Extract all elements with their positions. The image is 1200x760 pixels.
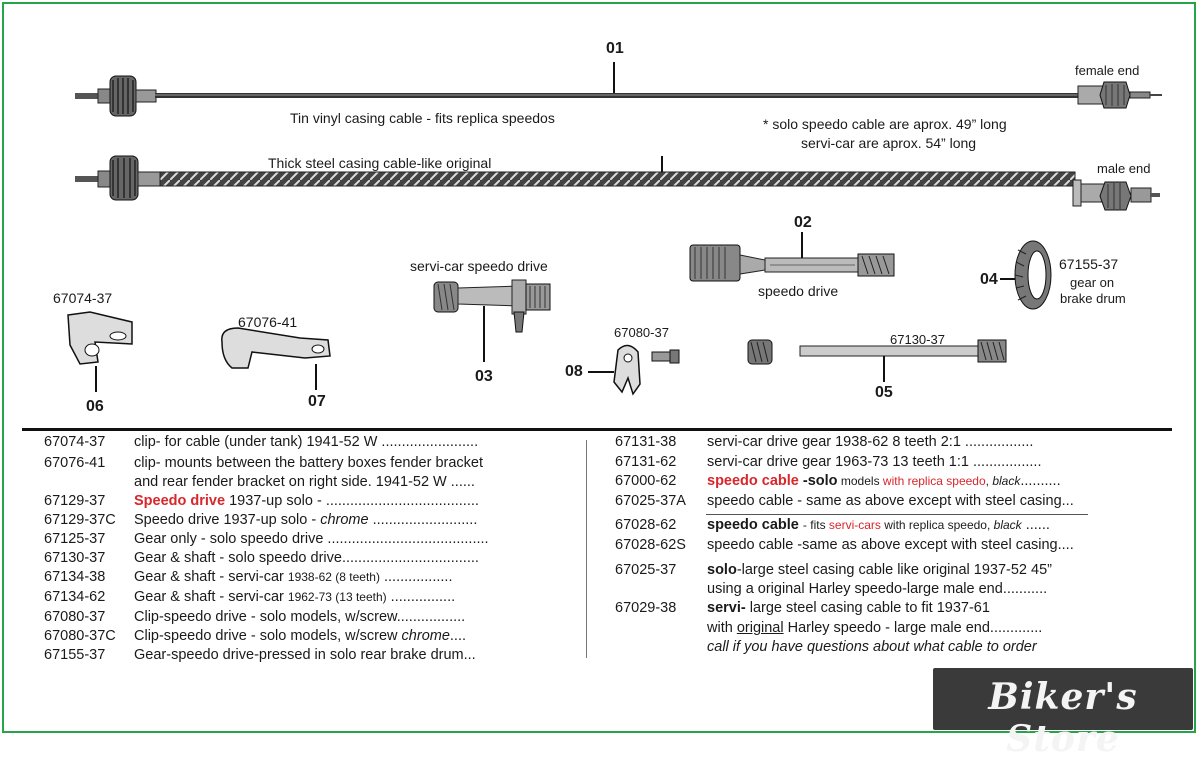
callout-03: 03 xyxy=(475,368,493,385)
description-segment: .......... xyxy=(1020,473,1061,489)
description-segment: servi-car drive gear 1963-73 13 teeth 1:1 ................. xyxy=(707,454,1042,470)
clip-06 xyxy=(68,312,132,392)
part-description xyxy=(134,473,475,492)
part-number: 67130-37 xyxy=(44,550,106,566)
part-description xyxy=(134,568,452,587)
description-segment: and rear fender bracket on right side. 1941-52 W ...... xyxy=(134,474,475,490)
description-segment: Speedo drive 1937-up solo - xyxy=(134,512,321,528)
part-description xyxy=(134,646,476,665)
description-segment: - fits xyxy=(802,518,829,532)
description-segment: Gear-speedo drive-pressed in solo rear brake drum... xyxy=(134,647,476,663)
part-description xyxy=(707,492,1074,511)
description-segment: chrome xyxy=(320,512,369,528)
right-column-rule xyxy=(706,514,1088,515)
speedo-drive-label: speedo drive xyxy=(758,283,839,299)
part-number: 67125-37 xyxy=(44,531,106,547)
part-description xyxy=(134,492,479,511)
description-segment: large steel casing cable to fit 1937-61 xyxy=(745,600,990,616)
pn-67080-label: 67080-37 xyxy=(614,325,669,340)
part-description xyxy=(134,454,483,473)
description-segment: Gear & shaft - servi-car xyxy=(134,589,288,605)
part-description xyxy=(707,516,1050,535)
tin-cable-label: Tin vinyl casing cable - fits replica speedos xyxy=(290,110,555,126)
part-description xyxy=(707,580,1047,599)
part-description xyxy=(134,627,466,646)
part-description xyxy=(707,536,1074,555)
description-segment: speedo cable - same as above except with steel casing... xyxy=(707,493,1074,509)
part-number: 67080-37C xyxy=(44,628,116,644)
description-segment: Harley speedo - large male end............. xyxy=(783,620,1043,636)
part-number: 67028-62S xyxy=(615,537,686,553)
description-segment: 1938-62 (8 teeth) xyxy=(287,570,380,584)
description-segment: models xyxy=(837,474,883,488)
female-end-label: female end xyxy=(1075,63,1140,78)
part-number: 67129-37C xyxy=(44,512,116,528)
brake-drum-label: brake drum xyxy=(1060,291,1126,306)
part-number: 67028-62 xyxy=(615,517,677,533)
description-segment: speedo cable xyxy=(707,473,799,489)
callout-02: 02 xyxy=(794,214,812,231)
description-segment: , xyxy=(985,474,993,488)
description-segment: with replica speedo xyxy=(882,474,986,488)
part-description xyxy=(134,433,478,452)
pn-67155-label: 67155-37 xyxy=(1059,256,1119,272)
part-description xyxy=(707,433,1033,452)
description-segment: clip- mounts between the battery boxes fender bracket xyxy=(134,455,483,471)
callout-04: 04 xyxy=(980,271,998,288)
servi-drive-label: servi-car speedo drive xyxy=(410,258,548,274)
callout-06: 06 xyxy=(86,398,104,415)
callout-08: 08 xyxy=(565,363,583,380)
pn-67074-label: 67074-37 xyxy=(53,290,113,306)
part-number: 67076-41 xyxy=(44,455,106,471)
part-description xyxy=(707,619,1042,638)
part-number: 67029-38 xyxy=(615,600,677,616)
part-description xyxy=(134,588,455,607)
description-segment: original xyxy=(736,620,784,636)
bikers-store-logo xyxy=(933,668,1193,760)
part-number: 67080-37 xyxy=(44,609,106,625)
description-segment: clip- for cable (under tank) 1941-52 W ........................ xyxy=(134,434,479,450)
description-segment: -large steel casing cable like original 1937-52 45” xyxy=(736,562,1052,578)
part-number: 67129-37 xyxy=(44,493,106,509)
gear-on-label: gear on xyxy=(1070,275,1115,290)
description-segment: Clip-speedo drive - solo models, w/screw xyxy=(134,628,402,644)
description-segment: Speedo drive xyxy=(134,493,226,509)
description-segment: Gear & shaft - servi-car xyxy=(134,569,288,585)
gear-ring-04 xyxy=(1000,241,1051,309)
part-number: 67131-38 xyxy=(615,434,677,450)
description-segment: servi-cars xyxy=(828,518,881,532)
description-segment: ................ xyxy=(386,589,456,605)
part-description xyxy=(707,561,1052,580)
clip-08 xyxy=(588,345,679,394)
description-segment: with xyxy=(707,620,737,636)
part-description xyxy=(134,608,465,627)
servi-car-drive-03 xyxy=(434,280,550,362)
description-segment: black xyxy=(992,474,1021,488)
description-segment: 1962-73 (13 teeth) xyxy=(287,590,387,604)
part-number: 67134-38 xyxy=(44,569,106,585)
description-segment: -solo xyxy=(798,473,838,489)
speedo-drive-02 xyxy=(690,232,894,281)
description-segment: 1937-up solo - ...................................... xyxy=(225,493,479,509)
part-description xyxy=(707,472,1061,491)
description-segment: Gear only - solo speedo drive ........................................ xyxy=(134,531,489,547)
clip-07 xyxy=(222,328,330,390)
callout-05: 05 xyxy=(875,384,893,401)
part-description xyxy=(134,549,479,568)
description-segment: with replica speedo, xyxy=(880,518,994,532)
male-end-label: male end xyxy=(1097,161,1151,176)
part-description xyxy=(134,511,477,530)
part-number: 67074-37 xyxy=(44,434,106,450)
description-segment: solo xyxy=(707,562,737,578)
description-segment: black xyxy=(993,518,1022,532)
section-divider xyxy=(22,428,1172,431)
gear-shaft-05 xyxy=(748,340,1006,382)
part-description xyxy=(707,453,1041,472)
description-segment: .......................... xyxy=(368,512,478,528)
description-segment: ...... xyxy=(1021,517,1050,533)
part-number: 67025-37A xyxy=(615,493,686,509)
description-segment: call if you have questions about what cable to order xyxy=(707,639,1037,655)
description-segment: servi-car drive gear 1938-62 8 teeth 2:1 ................. xyxy=(707,434,1034,450)
note-solo: * solo speedo cable are aprox. 49” long xyxy=(763,116,1007,132)
part-number: 67155-37 xyxy=(44,647,106,663)
description-segment: .... xyxy=(449,628,467,644)
thin-cable-01 xyxy=(75,62,1162,116)
description-segment: ................. xyxy=(379,569,453,585)
thick-cable xyxy=(75,156,1160,210)
column-divider xyxy=(586,440,587,658)
part-number: 67131-62 xyxy=(615,454,677,470)
description-segment: servi- xyxy=(707,600,746,616)
description-segment: Gear & shaft - solo speedo drive.................................. xyxy=(134,550,479,566)
part-number: 67000-62 xyxy=(615,473,677,489)
part-description xyxy=(134,530,489,549)
description-segment: speedo cable xyxy=(707,517,803,533)
callout-07: 07 xyxy=(308,393,326,410)
part-number: 67025-37 xyxy=(615,562,677,578)
note-servi: servi-car are aprox. 54” long xyxy=(801,135,977,151)
part-description xyxy=(707,599,990,618)
callout-01: 01 xyxy=(606,40,624,57)
description-segment: Clip-speedo drive - solo models, w/screw................. xyxy=(134,609,466,625)
description-segment: speedo cable -same as above except with steel casing.... xyxy=(707,537,1074,553)
part-description xyxy=(707,638,1037,657)
logo-text: Biker's Store xyxy=(988,676,1138,760)
description-segment: chrome xyxy=(401,628,450,644)
pn-67130-label: 67130-37 xyxy=(890,332,945,347)
pn-67076-label: 67076-41 xyxy=(238,314,298,330)
thick-cable-label: Thick steel casing cable-like original xyxy=(268,155,492,171)
description-segment: using a original Harley speedo-large male end........... xyxy=(707,581,1048,597)
part-number: 67134-62 xyxy=(44,589,106,605)
